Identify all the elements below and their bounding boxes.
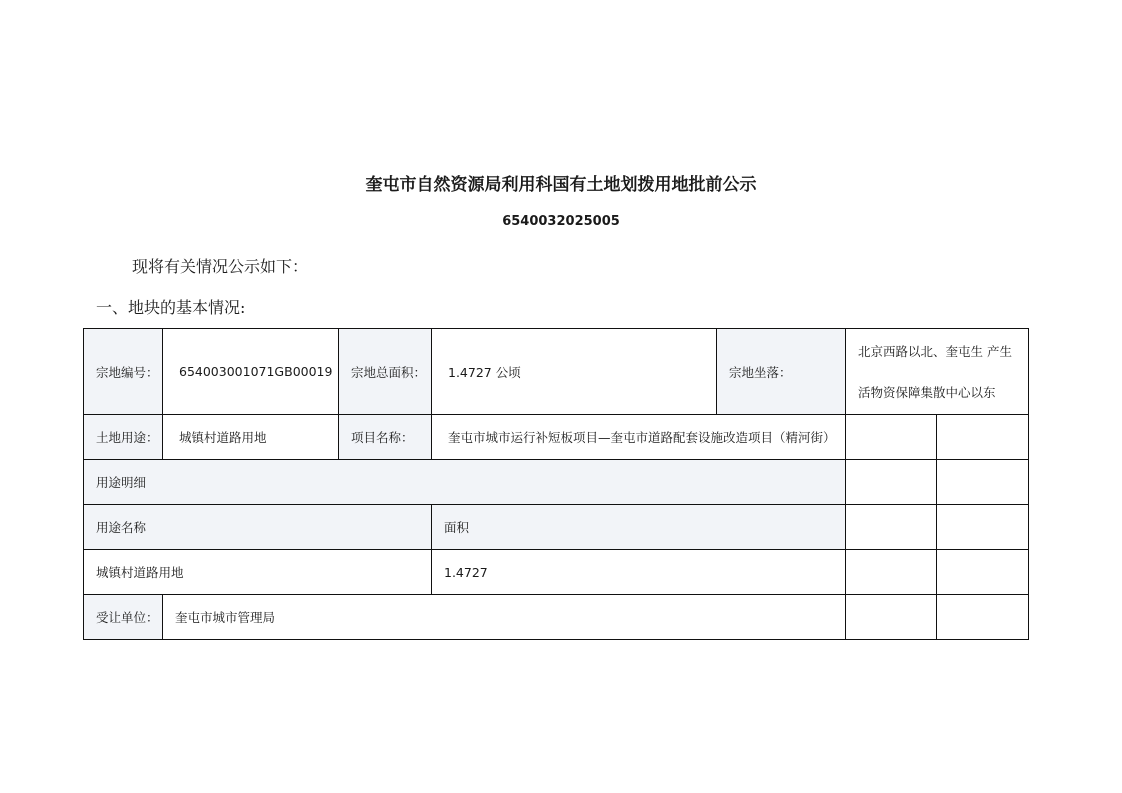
use-row-area: 1.4727 [432,550,846,595]
empty-cell [846,550,937,595]
intro-text: 现将有关情况公示如下： [132,257,309,276]
area-header: 面积 [432,505,846,550]
empty-cell [937,550,1029,595]
empty-cell [937,505,1029,550]
empty-cell [846,505,937,550]
empty-cell [846,460,937,505]
section-heading: 一、地块的基本情况: [96,298,246,317]
transferee-value: 奎屯市城市管理局 [163,595,846,640]
total-area-value: 1.4727 公顷 [432,329,717,415]
empty-cell [937,460,1029,505]
empty-cell [937,415,1029,460]
table-row [84,505,1029,550]
use-detail-label: 用途明细 [84,460,846,505]
project-name-value: 奎屯市城市运行补短板项目—奎屯市道路配套设施改造项目（精河街） [432,415,846,460]
land-use-value: 城镇村道路用地 [163,415,339,460]
table-row [84,595,1029,640]
project-name-label: 项目名称： [339,415,432,460]
location-label: 宗地坐落： [717,329,846,415]
location-value: 北京西路以北、奎屯生 产生活物资保障集散中心以东 [846,329,1029,415]
table-row [84,415,1029,460]
land-info-table [83,328,1029,640]
table-row [84,329,1029,415]
use-name-header: 用途名称 [84,505,432,550]
use-row-name: 城镇村道路用地 [84,550,432,595]
land-use-label: 土地用途： [84,415,163,460]
table-row [84,550,1029,595]
transferee-label: 受让单位： [84,595,163,640]
document-title: 奎屯市自然资源局利用科国有土地划拨用地批前公示 [365,175,757,195]
document-number: 6540032025005 [502,214,620,229]
empty-cell [846,595,937,640]
total-area-label: 宗地总面积： [339,329,432,415]
empty-cell [846,415,937,460]
parcel-number-label: 宗地编号： [84,329,163,415]
table-row [84,460,1029,505]
empty-cell [937,595,1029,640]
parcel-number-value: 654003001071GB00019 [163,329,339,415]
